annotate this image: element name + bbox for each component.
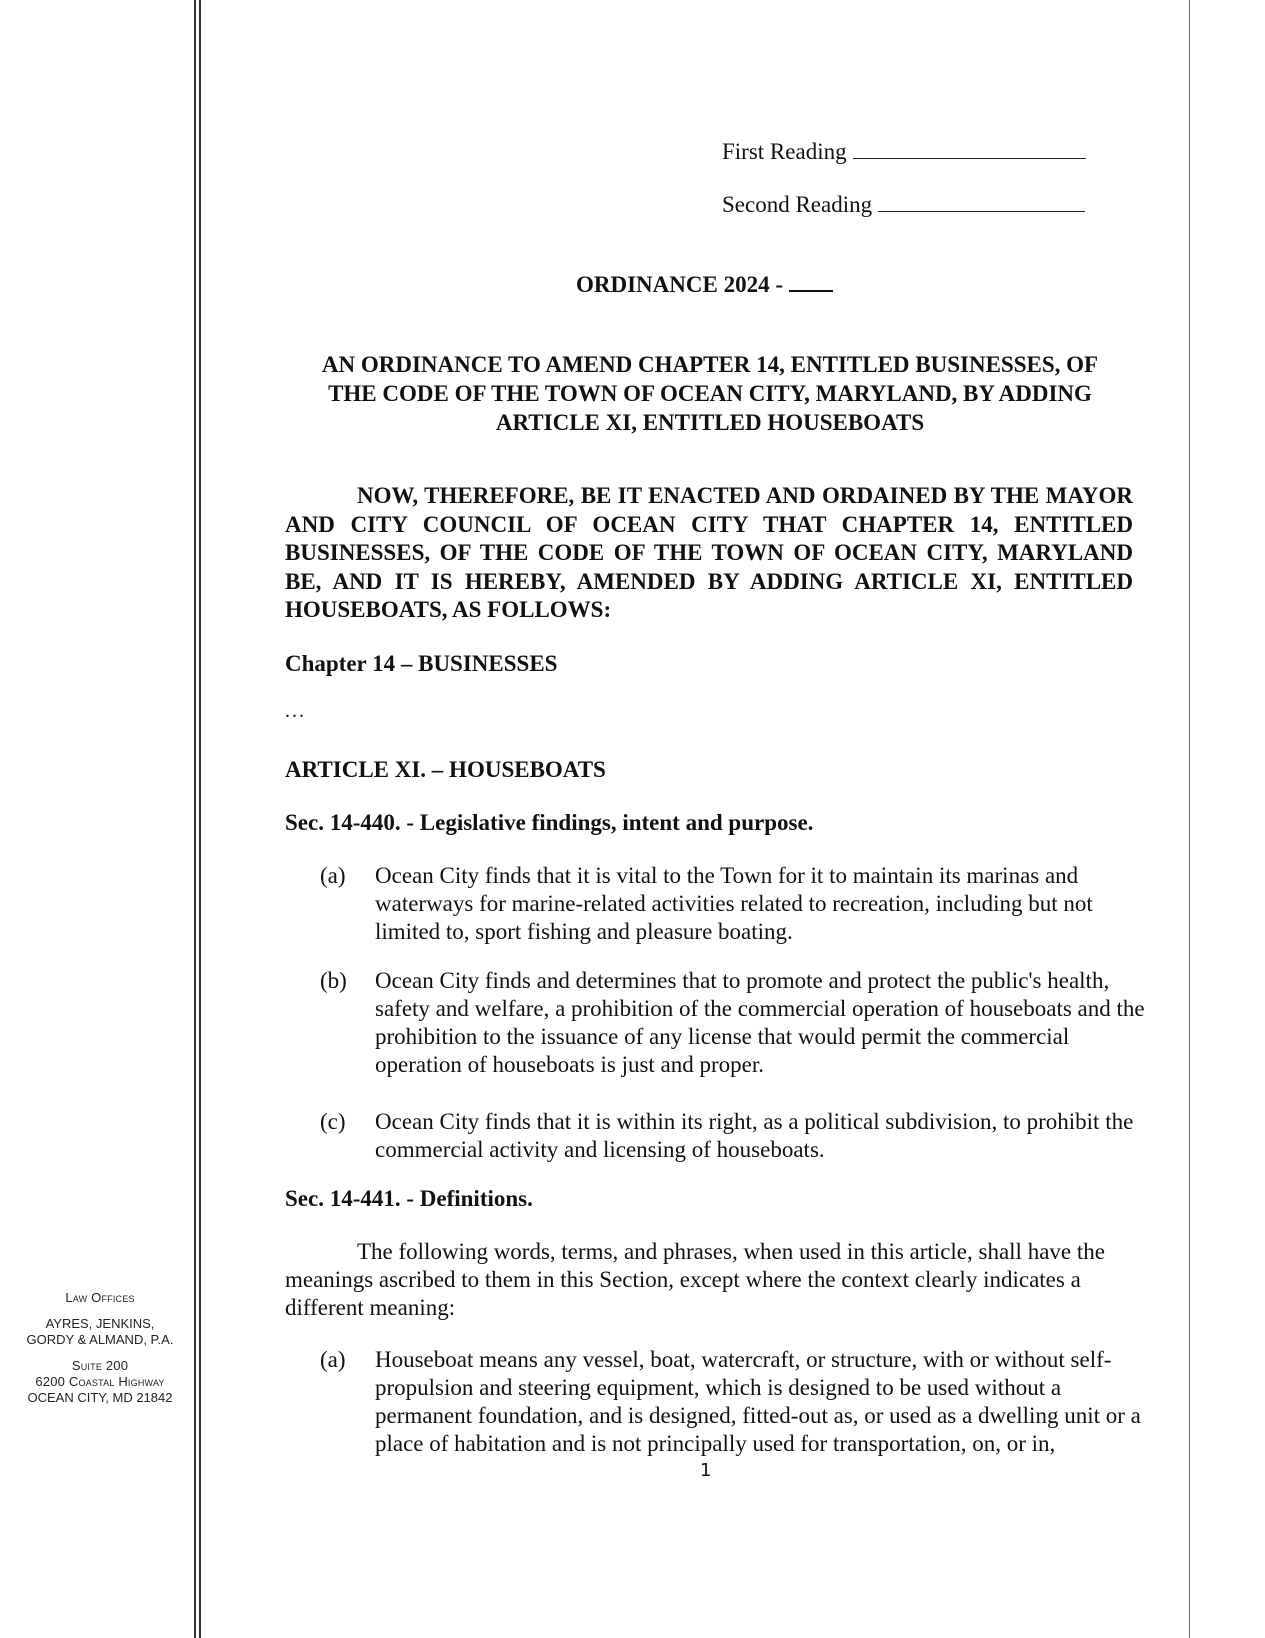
section-440-item-a xyxy=(320,862,1150,946)
chapter-heading: Chapter 14 – BUSINESSES xyxy=(285,651,558,676)
first-reading-label: First Reading xyxy=(722,139,847,164)
title-line-3: ARTICLE XI, ENTITLED HOUSEBOATS xyxy=(495,410,925,435)
firm-suite: Suite 200 xyxy=(71,1358,129,1373)
firm-city: OCEAN CITY, MD 21842 xyxy=(27,1390,173,1405)
margin-rule-left-outer xyxy=(194,0,196,1638)
page-number: 1 xyxy=(700,1460,712,1481)
firm-label: Law Offices xyxy=(65,1290,135,1305)
firm-name xyxy=(10,1316,190,1348)
item-text: Ocean City finds that it is vital to the Town for it to maintain its marinas and waterways for marine-related activities related to recreation, including but not limited to, sport fishing and pleasure boating. xyxy=(375,863,1093,944)
ordinance-number xyxy=(576,272,833,298)
ordinance-title xyxy=(285,350,1135,437)
item-label: (a) xyxy=(320,1347,346,1372)
section-440-item-c xyxy=(320,1108,1150,1164)
item-label: (b) xyxy=(320,968,347,993)
section-440-heading: Sec. 14-440. - Legislative findings, intent and purpose. xyxy=(285,810,814,835)
firm-name-line2: GORDY & ALMAND, P.A. xyxy=(26,1332,174,1347)
item-label: (a) xyxy=(320,863,346,888)
section-441-intro: The following words, terms, and phrases, when used in this article, shall have the meanings ascribed to them in this Section, except where the context clearly indicates a different meaning: xyxy=(285,1239,1105,1320)
first-reading-blank xyxy=(853,138,1086,159)
ellipsis: ... xyxy=(285,700,306,722)
second-reading-label: Second Reading xyxy=(722,192,873,217)
section-440-item-b xyxy=(320,967,1150,1079)
enactment-clause: NOW, THEREFORE, BE IT ENACTED AND ORDAINED BY THE MAYOR AND CITY COUNCIL OF OCEAN CITY THAT CHAPTER 14, ENTITLED BUSINESSES, OF THE CODE OF THE TOWN OF OCEAN CITY, MARYLAND BE, AND IT IS HEREBY, AMENDED BY ADDING ARTICLE XI, ENTITLED HOUSEBOATS, AS FOLLOWS: xyxy=(285,483,1133,622)
title-line-2: THE CODE OF THE TOWN OF OCEAN CITY, MARYLAND, BY ADDING xyxy=(328,381,1092,406)
item-text: Houseboat means any vessel, boat, watercraft, or structure, with or without self-propulsion and steering equipment, which is designed to be used without a permanent foundation, and is designed, fitted-out as, or used as a dwelling unit or a place of habitation and is not principally used for transportation, on, or in, xyxy=(375,1347,1141,1456)
firm-name-line1: AYRES, JENKINS, xyxy=(45,1316,155,1331)
item-label: (c) xyxy=(320,1109,346,1134)
first-reading-line xyxy=(722,138,1086,165)
second-reading-line xyxy=(722,191,1085,218)
item-text: Ocean City finds that it is within its right, as a political subdivision, to prohibit the commercial activity and licensing of houseboats. xyxy=(375,1109,1134,1162)
law-firm-sidebar xyxy=(10,1290,190,1416)
second-reading-blank xyxy=(878,191,1085,212)
title-line-1: AN ORDINANCE TO AMEND CHAPTER 14, ENTITLED BUSINESSES, OF xyxy=(321,352,1099,377)
section-441-item-a xyxy=(320,1346,1150,1458)
margin-rule-right xyxy=(1189,0,1190,1638)
ordinance-number-blank xyxy=(789,272,833,292)
firm-address xyxy=(10,1358,190,1406)
firm-street: 6200 Coastal Highway xyxy=(35,1374,165,1389)
item-text: Ocean City finds and determines that to promote and protect the public's health, safety and welfare, a prohibition of the commercial operation of houseboats and the prohibition to the issuance of any license that would permit the commercial operation of houseboats is just and proper. xyxy=(375,968,1145,1077)
article-heading: ARTICLE XI. – HOUSEBOATS xyxy=(285,757,606,782)
margin-rule-left-inner xyxy=(199,0,201,1638)
ordinance-number-text: ORDINANCE 2024 - xyxy=(576,272,783,297)
section-441-heading: Sec. 14-441. - Definitions. xyxy=(285,1186,533,1211)
